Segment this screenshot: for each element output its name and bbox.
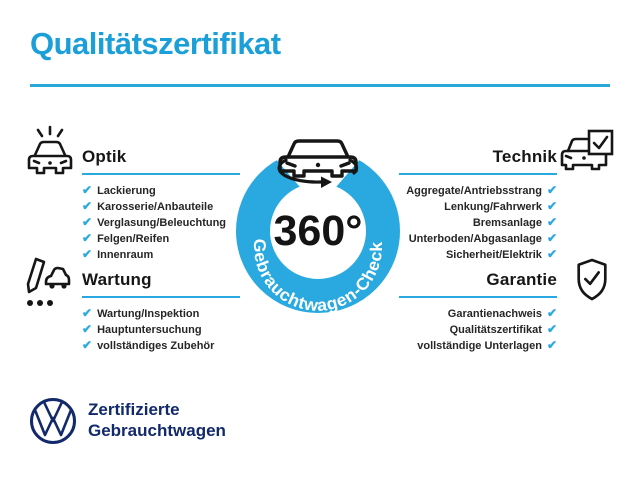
checklist-item xyxy=(82,215,240,231)
section-wartung xyxy=(82,270,240,354)
check-icon: ✔ xyxy=(82,247,93,261)
check-icon: ✔ xyxy=(546,231,557,245)
garantie-checklist xyxy=(399,306,557,354)
section-garantie-title: Garantie xyxy=(486,270,557,289)
brand-line-1: Zertifizierte xyxy=(88,400,180,419)
360-badge xyxy=(228,128,408,326)
check-icon: ✔ xyxy=(546,306,557,320)
section-optik-title: Optik xyxy=(82,147,127,166)
check-icon: ✔ xyxy=(82,338,93,352)
checklist-item-label: Qualitätszertifikat xyxy=(449,324,542,336)
checklist-item-label: Bremsanlage xyxy=(472,217,542,229)
checklist-item xyxy=(82,183,240,199)
checklist-item xyxy=(399,338,557,354)
section-underline xyxy=(399,296,557,298)
badge-center-label: 360° xyxy=(273,207,363,255)
check-icon: ✔ xyxy=(546,338,557,352)
checklist-item-label: Lackierung xyxy=(97,185,156,197)
checklist-item xyxy=(82,231,240,247)
shield-check-icon xyxy=(573,258,611,302)
brand-line-2: Gebrauchtwagen xyxy=(88,421,226,440)
checklist-item xyxy=(82,338,240,354)
checklist-item-label: vollständige Unterlagen xyxy=(417,340,542,352)
section-technik-title: Technik xyxy=(492,147,557,166)
checklist-item xyxy=(399,183,557,199)
section-technik xyxy=(399,147,557,263)
checklist-item-label: Karosserie/Anbauteile xyxy=(97,201,214,213)
check-icon: ✔ xyxy=(546,322,557,336)
checklist-item-label: Garantienachweis xyxy=(447,308,542,320)
vw-logo-icon xyxy=(28,396,78,446)
checklist-item xyxy=(82,199,240,215)
checklist-item xyxy=(399,199,557,215)
checklist-item-label: Hauptuntersuchung xyxy=(97,324,202,336)
checklist-item-label: Verglasung/Beleuchtung xyxy=(97,217,227,229)
check-icon: ✔ xyxy=(546,215,557,229)
check-icon: ✔ xyxy=(546,247,557,261)
checklist-item-label: Wartung/Inspektion xyxy=(97,308,200,320)
section-optik xyxy=(82,147,240,263)
header-divider xyxy=(30,84,610,87)
page-title: Qualitätszertifikat xyxy=(30,26,281,61)
check-icon: ✔ xyxy=(82,322,93,336)
checklist-item xyxy=(82,322,240,338)
checklist-item xyxy=(399,247,557,263)
check-icon: ✔ xyxy=(82,231,93,245)
check-icon: ✔ xyxy=(82,183,93,197)
checklist-item xyxy=(399,215,557,231)
wartung-checklist xyxy=(82,306,240,354)
inspection-pen-car-icon xyxy=(22,256,72,310)
checklist-item xyxy=(82,306,240,322)
checklist-item-label: Unterboden/Abgasanlage xyxy=(408,233,542,245)
car-shine-icon xyxy=(23,122,77,180)
checklist-item-label: Innenraum xyxy=(97,249,154,261)
check-icon: ✔ xyxy=(546,199,557,213)
section-wartung-title: Wartung xyxy=(82,270,152,289)
check-icon: ✔ xyxy=(82,306,93,320)
checklist-item xyxy=(399,306,557,322)
checklist-item-label: vollständiges Zubehör xyxy=(97,340,215,352)
badge-ring-label: Gebrauchtwagen-Check xyxy=(249,238,387,316)
check-icon: ✔ xyxy=(82,215,93,229)
section-underline xyxy=(399,173,557,175)
section-underline xyxy=(82,173,240,175)
optik-checklist xyxy=(82,183,240,263)
checklist-item-label: Lenkung/Fahrwerk xyxy=(444,201,542,213)
check-icon: ✔ xyxy=(546,183,557,197)
checklist-item xyxy=(82,247,240,263)
car-checkbox-icon xyxy=(560,129,616,175)
technik-checklist xyxy=(399,183,557,263)
checklist-item-label: Aggregate/Antriebsstrang xyxy=(406,185,542,197)
check-icon: ✔ xyxy=(82,199,93,213)
checklist-item xyxy=(399,231,557,247)
checklist-item xyxy=(399,322,557,338)
brand-lockup xyxy=(88,399,226,441)
section-underline xyxy=(82,296,240,298)
checklist-item-label: Sicherheit/Elektrik xyxy=(445,249,542,261)
checklist-item-label: Felgen/Reifen xyxy=(97,233,170,245)
section-garantie xyxy=(399,270,557,354)
